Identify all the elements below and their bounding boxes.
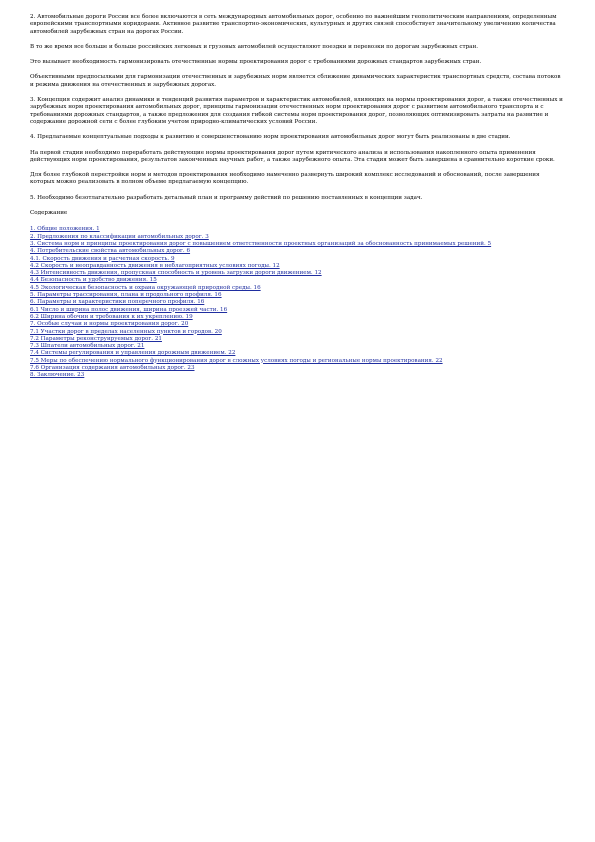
paragraph: Для более глубокой перестройки норм и методов проектирования необходимо намеченно развернуть широкий комплекс исследований и обоснований, после завершения которых можно реализовать в полном объеме предлагаемую концепцию.	[30, 172, 540, 186]
paragraph: 2. Автомобильные дороги России все более включаются в сеть международных автомобильных дорог, особенно по важнейшим геополитическим направлениям, определенным европейскими транспортными коридорами. Активное развитие транспортно-экономических, культурных и других связей способствует значительному увеличению количества автомобилей зарубежных стран на дорогах России.	[30, 14, 557, 35]
toc-link[interactable]: 7.5 Меры по обеспечению нормального функционирования дорог в сложных условиях погоды и региональные нормы проектирования. 22	[30, 357, 443, 364]
toc-title: Содержание	[30, 210, 68, 217]
toc-link[interactable]: 7.3 Шпатели автомобильных дорог. 21	[30, 343, 145, 350]
toc-item	[30, 358, 564, 365]
toc-link[interactable]: 8. Заключение. 23	[30, 372, 85, 379]
toc-link[interactable]: 4.2 Скорость и неоправданность движения в неблагоприятных условиях погоды. 12	[30, 262, 280, 269]
paragraph: 4. Предлагаемые концептуальные подходы к развитию и совершенствованию норм проектирования автомобильных дорог могут быть реализованы в две стадии.	[30, 134, 511, 141]
paragraph: Объективными предпосылками для гармонизации отечественных и зарубежных норм является сближение динамических характеристик транспортных средств, состава потоков и режима движения на отечественных и зарубежных дорогах.	[30, 74, 561, 88]
toc-link[interactable]: 2. Предложения по классификации автомобильных дорог. 3	[30, 233, 209, 240]
toc-link[interactable]: 7.6 Организация содержания автомобильных дорог. 23	[30, 364, 195, 371]
toc-link[interactable]: 4.4 Безопасность и удобство движения. 15	[30, 277, 157, 284]
toc-item	[30, 343, 564, 350]
toc-item	[30, 372, 564, 379]
paragraph: 5. Необходимо безотлагательно разработать детальный план и программу действий по решению поставленных в концепции задач.	[30, 194, 423, 201]
toc-link[interactable]: 3. Система норм и принципы проектирования дорог с повышением ответственности проектных организаций за обоснованность принимаемых решений. 5	[30, 240, 492, 247]
toc-item	[30, 277, 564, 284]
toc-item	[30, 248, 564, 255]
table-of-contents	[30, 226, 564, 379]
toc-item	[30, 329, 564, 336]
paragraph: На первой стадии необходимо переработать действующие нормы проектирования дорог путем критического анализа и использования накопленного опыта применения действующих норм проектирования, результатов законченных научных работ, а также зарубежного опыта. Эта стадия может быть завершена в сравнительно короткие сроки.	[30, 149, 555, 163]
toc-item	[30, 336, 564, 343]
toc-link[interactable]: 7.2 Параметры реконструируемых дорог. 21	[30, 335, 162, 342]
toc-item	[30, 234, 564, 241]
toc-link[interactable]: 6.2 Ширина обочин и требования к их укреплению. 19	[30, 313, 193, 320]
toc-link[interactable]: 1. Общие положения. 1	[30, 226, 100, 233]
toc-link[interactable]: 4.5 Экологическая безопасность и охрана окружающей природной среды. 16	[30, 284, 261, 291]
toc-item	[30, 350, 564, 357]
document-page	[30, 14, 564, 380]
toc-link[interactable]: 7.1 Участки дорог в пределах населенных пунктов и городов. 20	[30, 328, 222, 335]
toc-link[interactable]: 5. Параметры трассирования, плана и продольного профиля. 16	[30, 292, 222, 299]
toc-item	[30, 307, 564, 314]
toc-link[interactable]: 4. Потребительские свойства автомобильных дорог. 6	[30, 248, 191, 255]
toc-item	[30, 321, 564, 328]
paragraph: Это вызывает необходимость гармонизировать отечественные нормы проектирования дорог с требованиями дорожных стандартов зарубежных стран.	[30, 59, 482, 66]
document-body	[30, 14, 564, 202]
toc-link[interactable]: 4.3 Интенсивность движения, пропускная способность и уровень загрузки дороги движением. 12	[30, 270, 322, 277]
toc-link[interactable]: 6. Параметры и характеристики поперечного профиля. 16	[30, 299, 205, 306]
toc-item	[30, 285, 564, 292]
toc-item	[30, 299, 564, 306]
toc-item	[30, 226, 564, 233]
toc-link[interactable]: 4.1. Скорость движения и расчетная скорость. 9	[30, 255, 175, 262]
toc-item	[30, 256, 564, 263]
toc-link[interactable]: 7.4 Системы регулирования и управления дорожным движением. 22	[30, 350, 236, 357]
toc-link[interactable]: 6.1 Число и ширина полос движения, ширина проезжей части. 16	[30, 306, 228, 313]
toc-item	[30, 365, 564, 372]
paragraph: 3. Концепция содержит анализ динамики и тенденций развития параметров и характеристик автомобилей, влияющих на нормы проектирования дорог, а также отечественных и зарубежных норм проектирования автомобильных дорог, принципы гармонизации отечественных норм проектирования дорог с развитием автомобильного транспорта и с требованиями дорожных стандартов, а также предложения для создания гибкой системы норм проектирования дорог, позволяющих оптимизировать затраты на развитие и содержание дорожной сети с более глубоким учетом природно-климатических условий России.	[30, 97, 563, 125]
toc-link[interactable]: 7. Особые случаи и нормы проектирования дорог. 20	[30, 321, 189, 328]
paragraph: В то же время все больше и больше российских легковых и грузовых автомобилей осуществляют поездки и перевозки по дорогам зарубежных стран.	[30, 43, 479, 50]
